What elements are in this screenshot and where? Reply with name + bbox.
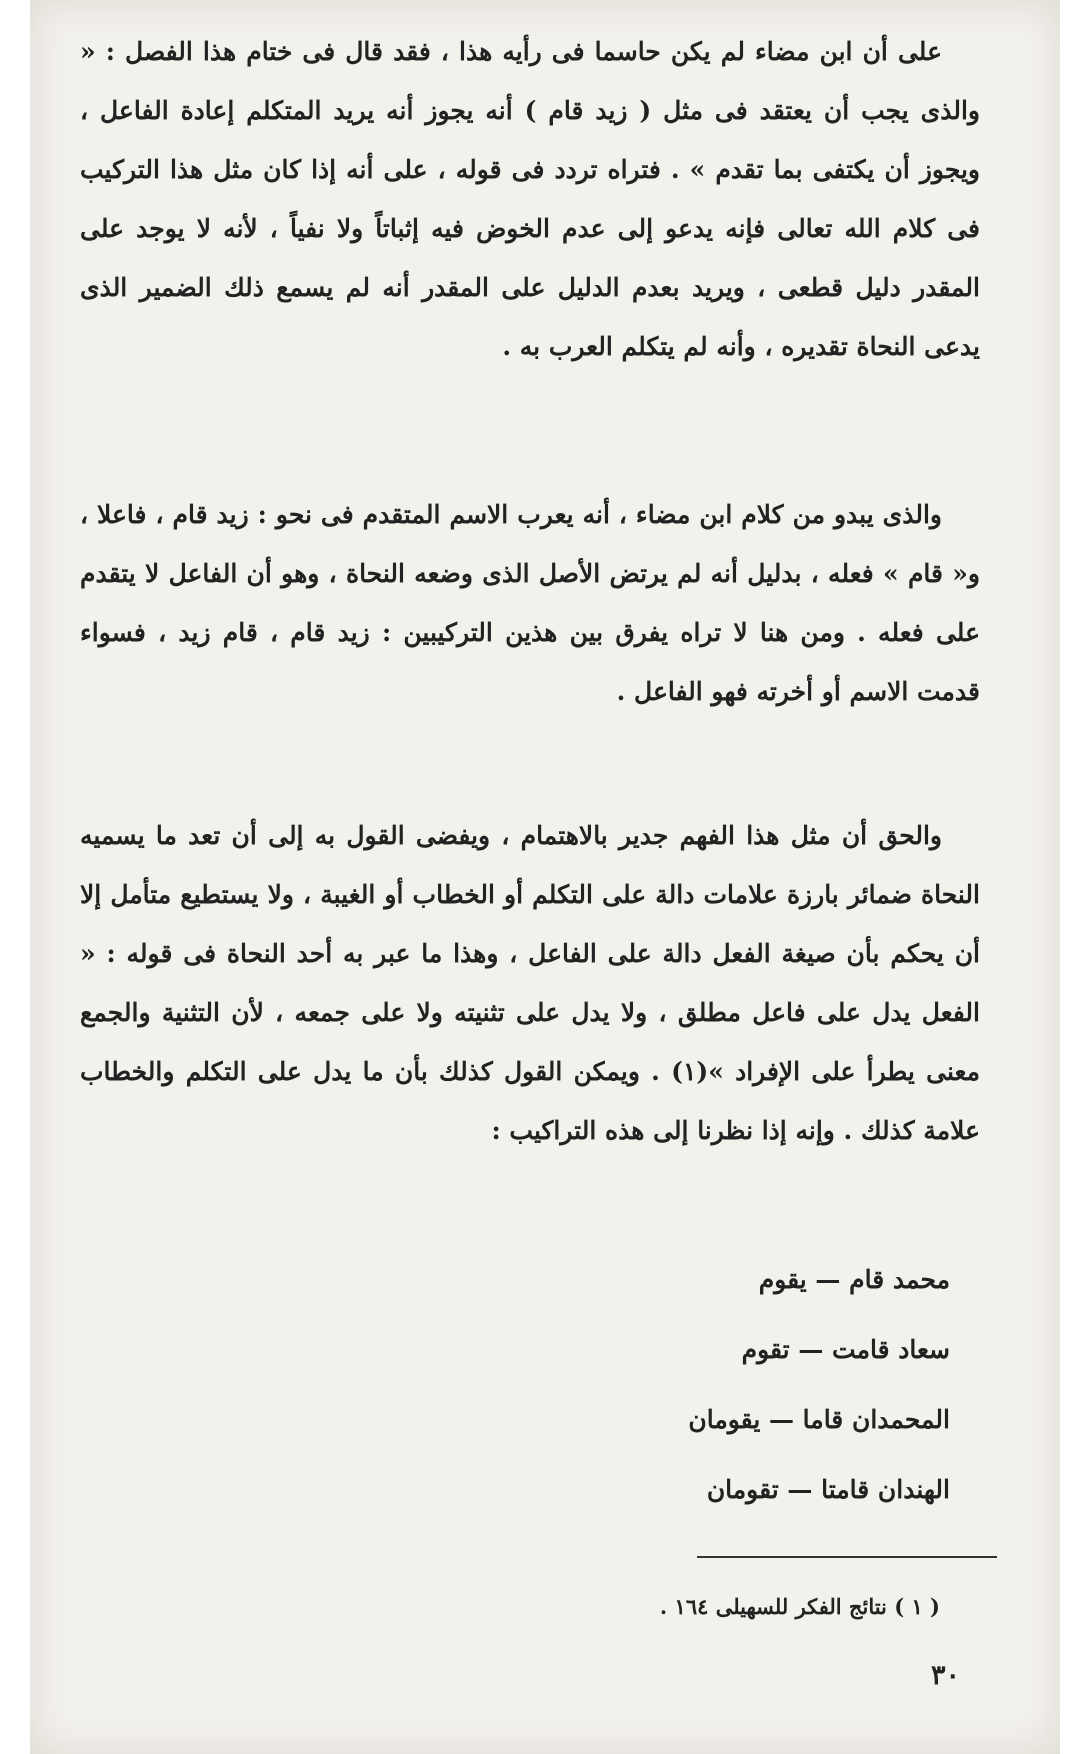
paragraph-text: والحق أن مثل هذا الفهم جدير بالاهتمام ، ويفضى القول به إلى أن تعد ما يسميه النحاة ضمائر بارزة علامات دالة على التكلم أو الخطاب أو الغيبة ، ولا يستطيع متأمل إلا أن يحكم بأن صيغة الفعل دالة على الفاعل ، وهذا ما عبر به أحد النحاة فى قوله : « الفعل يدل على فاعل مطلق ، ولا يدل على تثنيته ولا على جمعه ، لأن التثنية والجمع معنى يطرأ على الإفراد »(١) . ويمكن القول كذلك بأن ما يدل على التكلم والخطاب علامة كذلك . وإنه إذا نظرنا إلى هذه التراكيب :	[80, 821, 980, 1145]
list-item: المحمدان قاما — يقومان	[688, 1405, 950, 1434]
example-list	[550, 1245, 950, 1525]
paragraph-1	[80, 22, 980, 376]
list-item: سعاد قامت — تقوم	[741, 1335, 950, 1364]
paragraph-text: والذى يبدو من كلام ابن مضاء ، أنه يعرب الاسم المتقدم فى نحو : زيد قام ، فاعلا ، و« قام » فعله ، بدليل أنه لم يرتض الأصل الذى وضعه النحاة ، وهو أن الفاعل لا يتقدم على فعله . ومن هنا لا تراه يفرق بين هذين التركيبين : زيد قام ، قام زيد ، فسواء قدمت الاسم أو أخرته فهو الفاعل .	[80, 500, 980, 706]
paragraph-3	[80, 806, 980, 1160]
paragraph-text: على أن ابن مضاء لم يكن حاسما فى رأيه هذا ، فقد قال فى ختام هذا الفصل : « والذى يجب أن يعتقد فى مثل ( زيد قام ) أنه يجوز أنه يريد المتكلم إعادة الفاعل ، ويجوز أن يكتفى بما تقدم » . فتراه تردد فى قوله ، على أنه إذا كان مثل هذا التركيب فى كلام الله تعالى فإنه يدعو إلى عدم الخوض فيه إثباتاً ولا نفياً ، لأنه لا يوجد على المقدر دليل قطعى ، ويريد بعدم الدليل على المقدر أنه لم يسمع ذلك الضمير الذى يدعى النحاة تقديره ، وأنه لم يتكلم العرب به .	[80, 37, 980, 361]
list-item: الهندان قامتا — تقومان	[706, 1475, 950, 1504]
book-page	[30, 0, 1060, 1754]
page-number: ٣٠	[930, 1660, 960, 1691]
list-item: محمد قام — يقوم	[758, 1265, 950, 1294]
footnote: ( ١ ) نتائج الفكر للسهيلى ١٦٤ .	[659, 1594, 940, 1619]
footnote-divider	[697, 1556, 997, 1558]
paragraph-2	[80, 485, 980, 721]
